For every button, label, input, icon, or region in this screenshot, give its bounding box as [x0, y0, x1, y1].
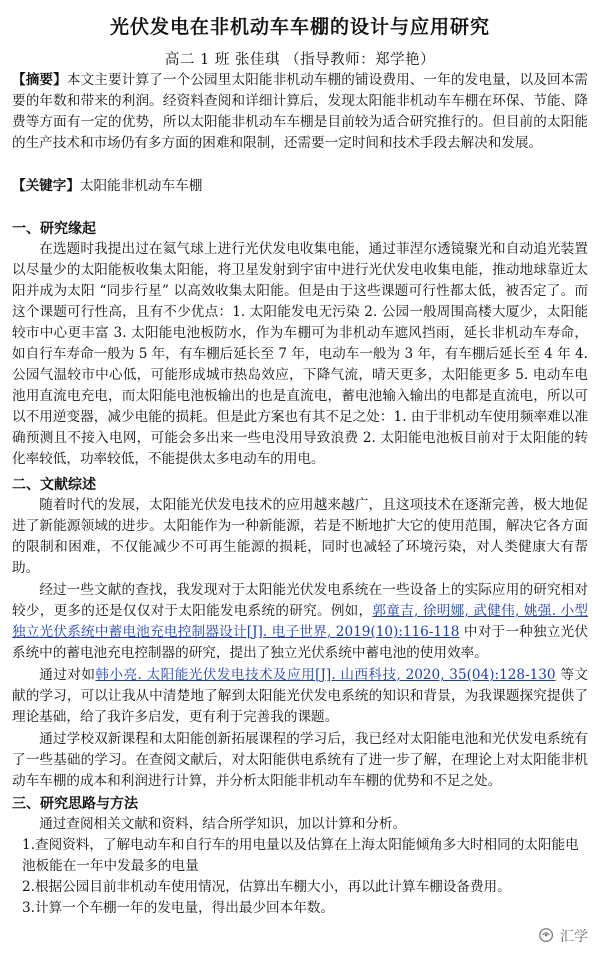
section-2-paragraph-1: 随着时代的发展，太阳能光伏发电技术的应用越来越广，且这项技术在逐渐完善，极大地促进了新能源领域的进步。太阳能作为一种新能源，若是不断地扩大它的使用范围，解决它各方面的限制和困难，不仅能减少不可再生能源的损耗，同时也减轻了环境污染，对人类健康大有帮助。	[12, 497, 588, 576]
s2p2-text-after: 中对于一种独立光伏系统中的蓄电池充电控制器的研究，提出了独立光伏系统中蓄电池的使用效率。	[12, 624, 588, 661]
abstract-text: 本文主要计算了一个公园里太阳能非机动车棚的铺设费用、一年的发电量，以及回本需要的年数和带来的利润。经资料查阅和详细计算后，发现太阳能非机动车车棚在环保、节能、降费等方面有一定的优势，所以太阳能非机动车车棚是目前较为适合研究推行的。但目前的太阳能的生产技术和市场仍有多方面的困难和限制，还需要一定时间和技术手段去解决和发展。	[12, 72, 589, 151]
abstract	[12, 70, 588, 154]
section-3-intro: 通过查阅相关文献和资料，结合所学知识，加以计算和分析。	[39, 816, 407, 832]
watermark-text: 汇学	[560, 929, 588, 945]
paper-title: 光伏发电在非机动车车棚的设计与应用研究	[109, 16, 490, 38]
s2p3-text-before: 通过对如	[39, 667, 96, 683]
s2p2-text-before: 经过一些文献的查找，我发现对于太阳能光伏发电系统在一些设备上的实际应用的研究相对较少，更多的还是仅仅对于太阳能发电系统的研究。例如，	[12, 582, 588, 619]
section-2-paragraph-3	[12, 665, 588, 728]
wechat-logo-icon	[538, 927, 556, 945]
watermark	[538, 926, 588, 946]
reference-link-2[interactable]: 韩小亮. 太阳能光伏发电技术及应用[J]. 山西科技, 2020, 35(04):128-130	[95, 667, 556, 683]
abstract-label: 【摘要】	[12, 72, 67, 88]
method-item-3: 3.计算一个车棚一年的发电量，得出最少回本年数。	[22, 900, 335, 916]
author-line: 高二 1 班 张佳琪 （指导教师：郑学艳）	[164, 52, 436, 68]
section-2-paragraph-2	[12, 580, 588, 664]
keywords-label: 【关键字】	[12, 178, 80, 194]
section-2-heading: 二、文献综述	[12, 477, 96, 493]
method-item-2: 2.根据公园目前非机动车使用情况，估算出车棚大小，再以此计算车棚设备费用。	[22, 879, 511, 895]
keywords	[12, 176, 588, 197]
section-3-heading: 三、研究思路与方法	[12, 796, 138, 812]
section-1-paragraph: 在选题时我提出过在氦气球上进行光伏发电收集电能，通过菲涅尔透镜聚光和自动追光装置以尽量少的太阳能板收集太阳能，将卫星发射到宇宙中进行光伏发电收集电能，推动地球靠近太阳并成为太阳 “同步行星” 以高效收集太阳能。但是由于这些课题可行性都太低，被否定了。而这个课题可行性高，且有不少优点：1. 太阳能发电无污染 2. 公园一般周围高楼大厦少，太阳能较市中心更丰富 3. 太阳能电池板防水，作为车棚可为非机动车遮风挡雨，延长非机动车寿命，如自行车寿命一般为 5 年，有车棚后延长至 7 年，电动车一般为 3 年，有车棚后延长至 4 年 4. 公园气温较市中心低，可能形成城市热岛效应，下降气流，晴天更多，太阳能更多 5. 电动车电池用直流电充电，而太阳能电池板输出的也是直流电，蓄电池输入输出的电都是直流电，所以可以不用逆变器，减少电能的损耗。但是此方案也有其不足之处：1. 由于非机动车使用频率难以准确预测且不接入电网，可能会多出来一些电没用导致浪费 2. 太阳能电池板目前对于太阳能的转化率较低，功率较低，不能提供太多电动车的用电。	[12, 241, 588, 467]
section-1-heading: 一、研究缘起	[12, 221, 96, 237]
keywords-text: 太阳能非机动车车棚	[79, 178, 203, 194]
section-2-paragraph-4: 通过学校双新课程和太阳能创新拓展课程的学习后，我已经对太阳能电池和光伏发电系统有了一些基础的学习。在查阅文献后，对太阳能供电系统有了进一步了解，在理论上对太阳能非机动车车棚的成本和利润进行计算，并分析太阳能非机动车车棚的优势和不足之处。	[12, 731, 588, 789]
s2p3-text-after: 等文献的学习，可以让我从中清楚地了解到太阳能光伏发电系统的知识和背景，为我课题探究提供了理论基础，给了我许多启发，更有利于完善我的课题。	[12, 667, 588, 725]
method-item-1: 1.查阅资料，了解电动车和自行车的用电量以及估算在上海太阳能倾角多大时相同的太阳能电池板能在一年中发最多的电量	[22, 837, 579, 874]
reference-link-1[interactable]: 郭童吉, 徐明娜, 武健伟, 姚强. 小型独立光伏系统中蓄电池充电控制器设计[J]. 电子世界, 2019(10):116-118	[12, 603, 589, 640]
